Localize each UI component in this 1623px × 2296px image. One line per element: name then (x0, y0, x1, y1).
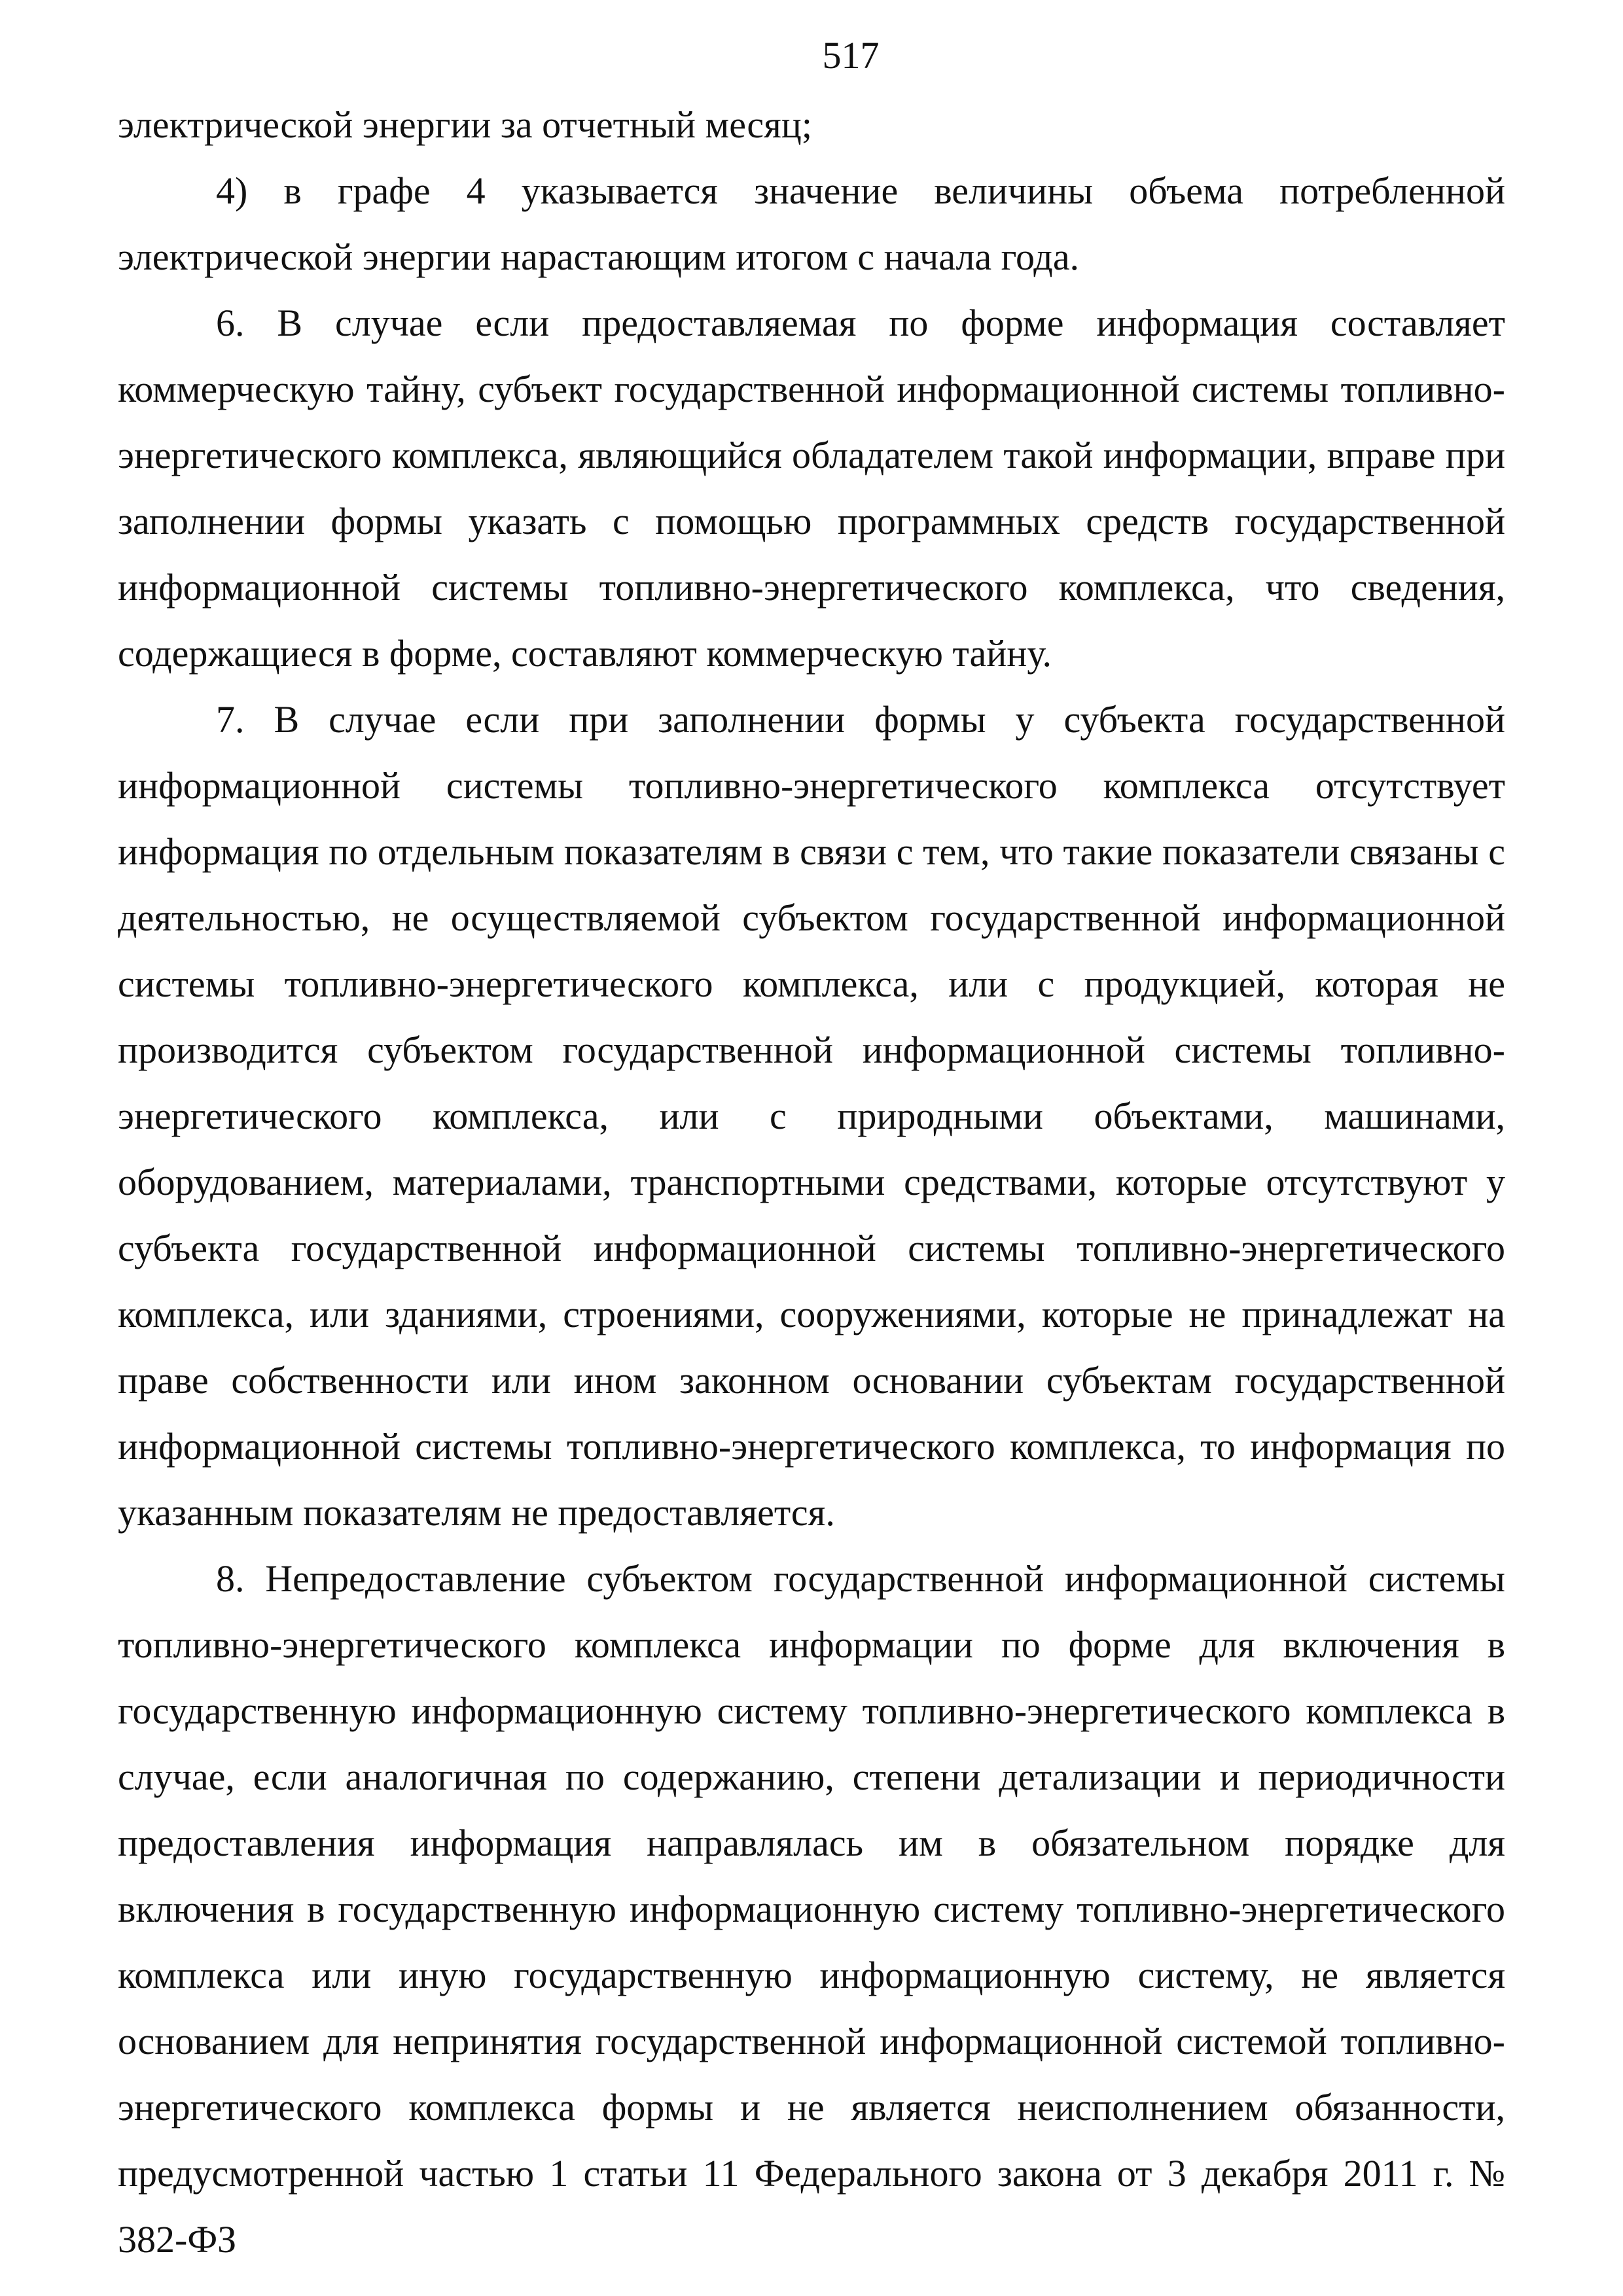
paragraph-8: 8. Непредоставление субъектом государственной информационной системы топливно-энергетического комплекса информации по форме для включения в государственную информационную систему топливно-энергетического комплекса в случае, если аналогичная по содержанию, степени детализации и периодичности предоставления информация направлялась им в обязательном порядке для включения в государственную информационную систему топливно-энергетического комплекса или иную государственную информационную систему, не является основанием для непринятия государственной информационной системой топливно-энергетического комплекса формы и не является неисполнением обязанности, предусмотренной частью 1 статьи 11 Федерального закона от 3 декабря 2011 г. № 382-ФЗ (118, 1557, 1505, 2261)
paragraph-continuation: электрической энергии за отчетный месяц; (118, 103, 812, 146)
document-page (118, 26, 1505, 2272)
page-number: 517 (822, 34, 880, 77)
paragraph-item-4: 4) в графе 4 указывается значение величины объема потребленной электрической энергии нарастающим итогом с начала года. (118, 169, 1505, 278)
paragraph-7: 7. В случае если при заполнении формы у субъекта государственной информационной системы топливно-энергетического комплекса отсутствует информация по отдельным показателям в связи с тем, что такие показатели связаны с деятельностью, не осуществляемой субъектом государственной информационной системы топливно-энергетического комплекса, или с продукцией, которая не производится субъектом государственной информационной системы топливно-энергетического комплекса, или с природными объектами, машинами, оборудованием, материалами, транспортными средствами, которые отсутствуют у субъекта государственной информационной системы топливно-энергетического комплекса, или зданиями, строениями, сооружениями, которые не принадлежат на праве собственности или ином законном основании субъектам государственной информационной системы топливно-энергетического комплекса, то информация по указанным показателям не предоставляется. (118, 698, 1505, 1534)
paragraph-6: 6. В случае если предоставляемая по форме информация составляет коммерческую тайну, субъект государственной информационной системы топливно-энергетического комплекса, являющийся обладателем такой информации, вправе при заполнении формы указать с помощью программных средств государственной информационной системы топливно-энергетического комплекса, что сведения, содержащиеся в форме, составляют коммерческую тайну. (118, 302, 1505, 675)
